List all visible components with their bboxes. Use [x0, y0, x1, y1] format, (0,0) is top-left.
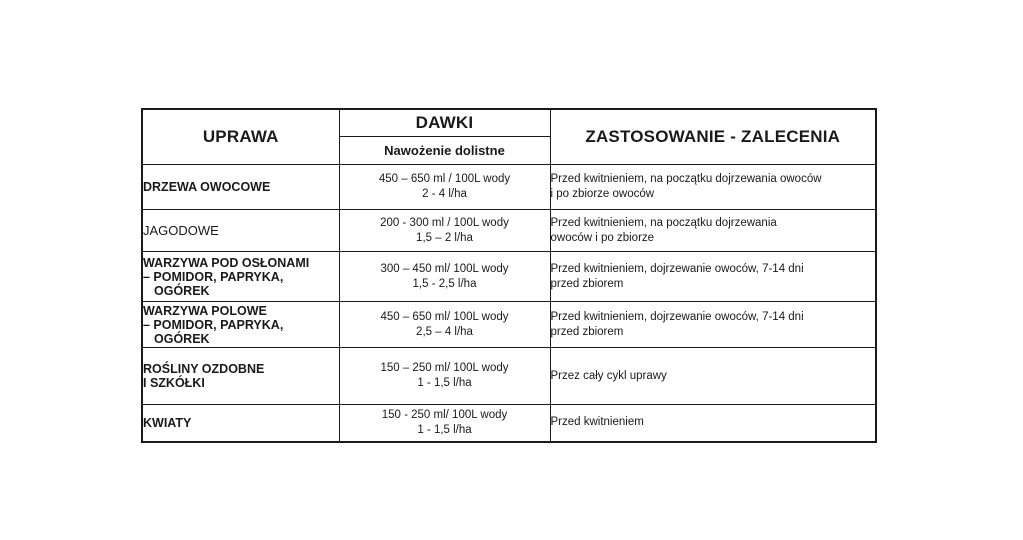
- dose-line: 450 – 650 ml / 100L wody: [378, 173, 511, 185]
- application-line: Przed kwitnieniem, dojrzewanie owoców, 7-14 dni: [550, 310, 804, 323]
- table-row: [142, 252, 876, 302]
- crop-cell: [142, 405, 339, 442]
- dose-cell: [339, 348, 550, 405]
- crop-line: OGÓREK: [154, 331, 210, 346]
- crop-line: JAGODOWE: [143, 222, 219, 238]
- application-line: Przed kwitnieniem: [550, 416, 644, 429]
- application-cell: [550, 165, 876, 210]
- dose-line: 450 – 650 ml/ 100L wody: [380, 310, 509, 323]
- crop-line: WARZYWA POD OSŁONAMI: [143, 255, 310, 270]
- crop-line: I SZKÓŁKI: [143, 376, 205, 390]
- crop-line: OGÓREK: [154, 283, 210, 298]
- crop-cell: [142, 210, 339, 252]
- application-cell: [550, 252, 876, 302]
- crop-cell: [142, 165, 339, 210]
- header-application: ZASTOSOWANIE - ZALECENIA: [550, 109, 876, 165]
- crop-line: DRZEWA OWOCOWE: [143, 180, 271, 194]
- dose-line: 200 - 300 ml / 100L wody: [380, 216, 509, 229]
- application-cell: [550, 302, 876, 348]
- crop-cell: [142, 348, 339, 405]
- table-row: [142, 348, 876, 405]
- application-line: przed zbiorem: [550, 277, 624, 290]
- application-line: Przed kwitnieniem, na początku dojrzewania: [550, 216, 777, 229]
- dose-line: 1,5 – 2 l/ha: [416, 231, 473, 244]
- application-line: Przed kwitnieniem, dojrzewanie owoców, 7-14 dni: [550, 262, 804, 275]
- table-row: [142, 302, 876, 348]
- header-doses: DAWKI: [339, 109, 550, 137]
- dose-cell: [339, 165, 550, 210]
- dose-cell: [339, 302, 550, 348]
- dose-cell: [339, 252, 550, 302]
- application-line: Przed kwitnieniem, na początku dojrzewania owoców: [550, 173, 822, 185]
- application-line: przed zbiorem: [550, 325, 624, 338]
- table-row: [142, 165, 876, 210]
- dose-line: 1,5 - 2,5 l/ha: [412, 277, 477, 290]
- header-doses-sub: Nawożenie dolistne: [339, 137, 550, 165]
- dose-line: 150 – 250 ml/ 100L wody: [380, 362, 509, 374]
- dose-line: 300 – 450 ml/ 100L wody: [380, 262, 509, 275]
- crop-line: KWIATY: [143, 415, 192, 430]
- dose-cell: [339, 405, 550, 442]
- crop-cell: [142, 302, 339, 348]
- application-cell: [550, 210, 876, 252]
- crop-line: WARZYWA POLOWE: [143, 303, 267, 318]
- application-line: Przez cały cykl uprawy: [550, 369, 667, 382]
- dosage-table: [141, 108, 877, 443]
- header-crop: UPRAWA: [142, 109, 339, 165]
- crop-cell: [142, 252, 339, 302]
- crop-line: – POMIDOR, PAPRYKA,: [143, 269, 284, 284]
- application-cell: [550, 405, 876, 442]
- dose-line: 150 - 250 ml/ 100L wody: [381, 408, 508, 421]
- dose-line: 2 - 4 l/ha: [422, 188, 467, 200]
- header-row: [142, 109, 876, 137]
- dose-line: 2,5 – 4 l/ha: [416, 325, 473, 338]
- table-row: [142, 210, 876, 252]
- dose-cell: [339, 210, 550, 252]
- crop-line: – POMIDOR, PAPRYKA,: [143, 317, 284, 332]
- table-row: [142, 405, 876, 442]
- dose-line: 1 - 1,5 l/ha: [417, 377, 472, 389]
- dose-line: 1 - 1,5 l/ha: [417, 423, 472, 436]
- crop-line: ROŚLINY OZDOBNE: [143, 362, 265, 376]
- application-line: owoców i po zbiorze: [550, 231, 655, 244]
- application-cell: [550, 348, 876, 405]
- application-line: i po zbiorze owoców: [550, 188, 655, 200]
